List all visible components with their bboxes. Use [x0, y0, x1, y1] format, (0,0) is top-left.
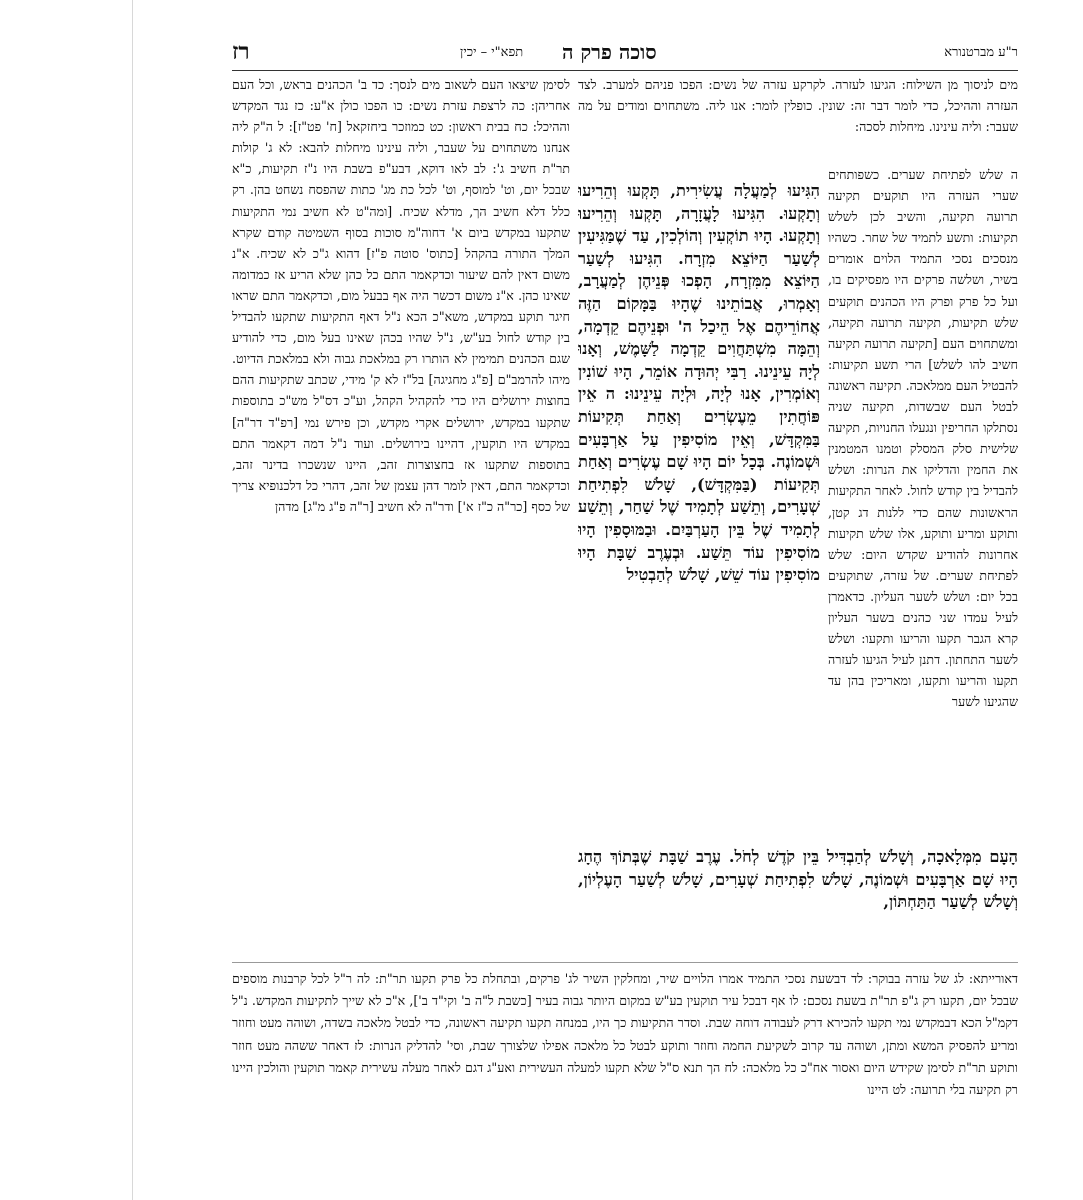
tiferet-footnotes: דאורייתא: לג של עזרה בבוקר: לד דבשעת נסכי התמיד אמרו הלויים שיר, ומחלקין השיר לג' פרקים, ובתחלת כל פרק תקעו תר"ת: לה ר"ל לכל קרבנות מוספים שבכל יום, תקעו רק ג"פ תר"ת בשעת נסכם: לו אף דבכל עיר תוקעין בע"ש במקום היותר גבוה בעיר [כשבת ל"ה ב' וקי"ד ב'], א"כ לא שייך לתקיעות המקדש. נ"ל דקמ"ל הכא דבמקדש נמי תקעו להכירא דרק לעבודה דוחה שבת. וסדר התקיעות כך היו, במנחה תקעו תקיעה ראשונה, כדי לבטל מלאכה בשדה, ושוהה מעט וחוזר ומריע להפסיק המשא ומתן, ושוהה עד קרוב לשקיעת החמה וחוזר ותוקע לבטל כל מלאכה אפילו שלצורך שבת, וסי' להדליק הנרות: לז דאחר ששהה מעט חוזר ותוקע תר"ת לסימן שקידש היום ואסור אח"כ כל מלאכה: לח הך תנא ס"ל שלא תקעו למעלה העשירית ואע"ג דגם לאחר מעלה עשירית קאמר תוקעין והולכין היינו רק תקיעה בלי תרועה: לט היינו	[232, 971, 1018, 1098]
bartenura-commentary-column: ה שלש לפתיחת שערים. כשפותחים שערי העזרה היו תוקעים תקיעה תרועה תקיעה, והשיב לכן לשלש תקיעות: ותשע לתמיד של שחר. כשהיו מנסכים נסכי התמיד הלוים אומרים בשיר, ושלשה פרקים היו מפסיקים בו, ועל כל פרק ופרק היו הכהנים תוקעים שלש תקיעות, תקיעה תרועה תקיעה, ומשתחוים העם [תקיעה תרועה תקיעה חשיב להו לשלש] הרי תשע תקיעות: להבטיל העם ממלאכה. תקיעה ראשונה לבטל העם שבשדות, תקיעה שניה נסתלקו החריפין ונגעלו החנויות, תקיעה שלישית סלק המסלק וטמנו המטמנין את החמין והדליקו את הנרות: ושלש להבדיל בין קודש לחול. לאחר התקיעות הראשונות שהם כדי ללנות דג קטן, ותוקע ומריע ותוקע, אלו שלש תקיעות אחרונות להודיע שקדש היום: שלש לפתיחת שערים. של עזרה, שתוקעים בכל יום: ושלש לשער העליון. כדאמרן לעיל עמדו שני כהנים בשער העליון קרא הגבר תקעו והריעו ותקעו: ושלש לשער התחתון. דתנן לעיל הגיעו לעזרה תקעו והריעו ותקעו, ומאריכין בהן עד שהגיעו לשער	[828, 167, 1018, 710]
folio-number: רז	[232, 38, 250, 65]
bartenura-commentary-top: מים לניסוך מן השילוח: הגיעו לעזרה. לקרקע עזרה של נשים: הפכו פניהם למערב. לצד העזרה וההיכל, כדי לומר דבר זה: שונין. כופלין לומר: אנו ליה. משתחוים ומודים על מה שעבר: וליה עינינו. מיחלות לסכה:	[578, 77, 1018, 135]
tractate-chapter-title: סוכה פרק ה	[562, 40, 657, 64]
footnote-rule	[232, 962, 1018, 963]
bartenura-title: ר"ע מברטנורא	[944, 45, 1018, 60]
header-rule	[232, 70, 1018, 71]
mishna-text-continued-body: הָעָם מִמְּלָאכָה, וְשָׁלֹשׁ לְהַבְדִּיל בֵּין קֹדֶשׁ לְחֹל. עֶרֶב שַׁבָּת שֶׁבְּתוֹךְ הֶחָג הָיוּ שָׁם אַרְבָּעִים וּשְׁמוֹנֶה, שָׁלֹשׁ לִפְתִיחַת שְׁעָרִים, שָׁלֹשׁ לְשַׁעַר הָעֶלְיוֹן, וְשָׁלֹשׁ לְשַׁעַר הַתַּחְתּוֹן,	[578, 847, 1018, 912]
running-header	[232, 38, 1018, 68]
tiferet-yisrael-title: תפא"י – יכין	[460, 45, 524, 60]
mishna-text-body: הִגִּיעוּ לְמַעֲלָה עֲשִׂירִית, תָּקְעוּ וְהֵרִיעוּ וְתָקְעוּ. הִגִּיעוּ לָעֲזָרָה, תָּקְעוּ וְהֵרִיעוּ וְתָקְעוּ. הָיוּ תוֹקְעִין וְהוֹלְכִין, עַד שֶׁמַּגִּיעִין לְשַׁעַר הַיּוֹצֵא מִזְרָח. הִגִּיעוּ לְשַׁעַר הַיּוֹצֵא מִמִּזְרָח, הָפְכוּ פְּנֵיהֶן לְמַעֲרָב, וְאָמְרוּ, אֲבוֹתֵינוּ שֶׁהָיוּ בַּמָּקוֹם הַזֶּה אֲחוֹרֵיהֶם אֶל הֵיכַל ה' וּפְנֵיהֶם קֵדְמָה, וְהֵמָּה מִשְׁתַּחֲוִים קֵדְמָה לַשָּׁמֶשׁ, וְאָנוּ לְיָה עֵינֵינוּ. רַבִּי יְהוּדָה אוֹמֵר, הָיוּ שׁוֹנִין וְאוֹמְרִין, אָנוּ לְיָה, וּלְיָה עֵינֵינוּ: ה אֵין פּוֹחֲתִין מֵעֶשְׂרִים וְאַחַת תְּקִיעוֹת בַּמִּקְדָּשׁ, וְאֵין מוֹסִיפִין עַל אַרְבָּעִים וּשְׁמוֹנֶה. בְּכָל יוֹם הָיוּ שָׁם עֶשְׂרִים וְאַחַת תְּקִיעוֹת (בַּמִּקְדָּשׁ), שָׁלֹשׁ לִפְתִיחַת שְׁעָרִים, וְתֵשַׁע לְתָמִיד שֶׁל שַׁחַר, וְתֵשַׁע לְתָמִיד שֶׁל בֵּין הָעַרְבַּיִם. וּבַמּוּסָפִין הָיוּ מוֹסִיפִין עוֹד תֵּשַׁע. וּבְעֶרֶב שַׁבָּת הָיוּ מוֹסִיפִין עוֹד שֵׁשׁ, שָׁלֹשׁ לְהַבְטִיל	[578, 181, 820, 585]
binding-gutter	[132, 0, 133, 1200]
tiferet-yisrael-commentary: לסימן שיצאו העם לשאוב מים לנסך: כד ב' הכהנים בראש, וכל העם אחריהן: כה לרצפת עזרת נשים: כו הפכו כולן א"ע: כז נגד המקדש וההיכל: כח בבית ראשון: כט כמוזכר ביחזקאל [ח' פט"ז]: ל ה"ק ליה אנחנו משתחוים על שעבר, וליה עינינו מיחלות להבא: לא ג' קולות תר"ת חשיב ג': לב לאו דוקא, דבע"פ בשבת היו נ"ז תקיעות, כ"א שבכל יום, וט' למוסף, וט' לכל כת מג' כתות שהפסח נשחט בהן. רק כלל דלא חשיב הך, מדלא שכיח. [ומה"ט לא חשיב נמי התקיעות שתקעו במקדש ביום א' דחוה"מ סוכות בסוף השמיטה קודם שקרא המלך התורה בהקהל [כתוס' סוטה פ"ז] דהוא ג"כ לא שכיח. א"נ משום דאין להם שיעור וכדקאמר התם כל כהן שלא הריע אז כמדומה שאינו כהן. א"נ משום דכשר היה אף בבעל מום, וכדקאמר התם שראו חיגר תוקע במקדש, משא"כ הכא נ"ל דאף התקיעות שתקעו להבדיל בין קודש לחול בע"ש, נ"ל שהיו בכהן שאינו בעל מום, כדי להודיע שגם הכהנים תמימין לא הותרו רק במלאכת גבוה ולא במלאכת הדיוט. מיהו להרמב"ם [פ"ג מחגיגה] בל"ז לא ק' מידי, שכתב שתקיעות ההם בחוצות ירושלים היו כדי להקהיל הקהל, וע"כ דס"ל מש"כ בתוספות שתקעו במקדש, ירושלים אקרי מקדש, וכן פירש נמי [רפ"ד דר"ה] במקדש היו תוקעין, דהיינו בירושלים. ועוד נ"ל דמה דקאמר התם בתוספות שתקעו אז בחצוצרות זהב, היינו שנשכרו בדינר זהב, וכדקאמר התם, דאין לומר דהן עצמן של זהב, דהרי כל דלכנופיא צריך של כסף [כר"ה כ"ז א'] ודר"ה לא חשיב [ר"ה פ"ג מ"ג] מדהן	[232, 77, 570, 514]
mishna-text-continued	[578, 846, 1018, 956]
mishna-text	[578, 180, 820, 846]
